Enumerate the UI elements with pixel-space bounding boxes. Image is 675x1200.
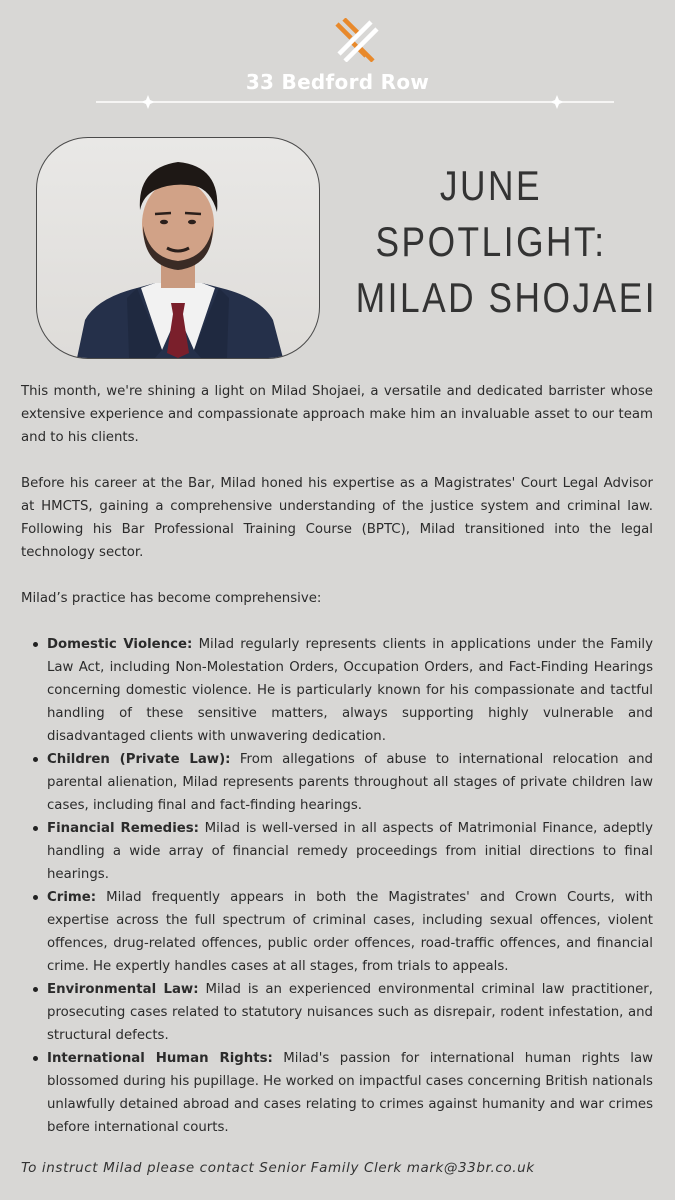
bedford-row-logo: [331, 18, 379, 62]
article-body: [21, 380, 653, 1139]
portrait-photo: [36, 137, 320, 359]
decorative-divider: [96, 94, 614, 110]
list-item: [47, 978, 653, 1047]
background-paragraph: Before his career at the Bar, Milad honed his expertise as a Magistrates' Court Legal Advisor at HMCTS, gaining a comprehensive understanding of the justice system and criminal law. Following his Bar Professional Training Course (BPTC), Milad transitioned into the legal technology sector.: [21, 476, 653, 560]
practice-area-text: Milad is well-versed in all aspects of Matrimonial Finance, adeptly handling a wide array of financial remedy proceedings from initial directions to final hearings.: [47, 821, 653, 882]
practice-area-text: Milad's passion for international human rights law blossomed during his pupillage. He worked on impactful cases concerning British nationals unlawfully detained abroad and cases relating to crimes against humanity and war crimes before international courts.: [47, 1051, 653, 1135]
practice-area-label: Children (Private Law):: [47, 752, 231, 767]
list-item: [47, 633, 653, 748]
practice-area-text: Milad frequently appears in both the Magistrates' and Crown Courts, with expertise across the full spectrum of criminal cases, including sexual offences, violent offences, drug-related offences, public order offences, road-traffic offences, and financial crime. He expertly handles cases at all stages, from trials to appeals.: [47, 890, 653, 974]
list-item: [47, 1047, 653, 1139]
practice-area-label: Crime:: [47, 890, 97, 905]
title-line-2: SPOTLIGHT:: [375, 218, 607, 265]
brand-name: 33 Bedford Row: [245, 70, 430, 94]
barrister-portrait-illustration: [37, 138, 319, 358]
page-title: [355, 158, 658, 326]
practice-areas-list: [21, 633, 653, 1139]
list-item: [47, 817, 653, 886]
list-item: [47, 886, 653, 978]
practice-area-text: Milad is an experienced environmental criminal law practitioner, prosecuting cases related to statutory nuisances such as disrepair, rodent infestation, and structural defects.: [47, 982, 653, 1043]
title-line-3: MILAD SHOJAEI: [355, 274, 658, 321]
contact-line: To instruct Milad please contact Senior Family Clerk mark@33br.co.uk: [21, 1160, 535, 1176]
practice-area-label: Environmental Law:: [47, 982, 199, 997]
practice-area-text: From allegations of abuse to international relocation and parental alienation, Milad represents parents throughout all stages of private children law cases, including final and fact-finding hearings.: [47, 752, 653, 813]
practice-area-label: International Human Rights:: [47, 1051, 273, 1066]
title-line-1: JUNE: [439, 162, 543, 209]
practice-area-label: Domestic Violence:: [47, 637, 193, 652]
practice-area-text: Milad regularly represents clients in applications under the Family Law Act, including Non-Molestation Orders, Occupation Orders, and Fact-Finding Hearings concerning domestic violence. He is particularly known for his compassionate and tactful handling of these sensitive matters, always supporting highly vulnerable and disadvantaged clients with unwavering dedication.: [47, 637, 653, 744]
practice-intro: Milad’s practice has become comprehensive:: [21, 591, 322, 606]
intro-paragraph: This month, we're shining a light on Milad Shojaei, a versatile and dedicated barrister whose extensive experience and compassionate approach make him an invaluable asset to our team and to his clients.: [21, 384, 653, 445]
practice-area-label: Financial Remedies:: [47, 821, 199, 836]
list-item: [47, 748, 653, 817]
